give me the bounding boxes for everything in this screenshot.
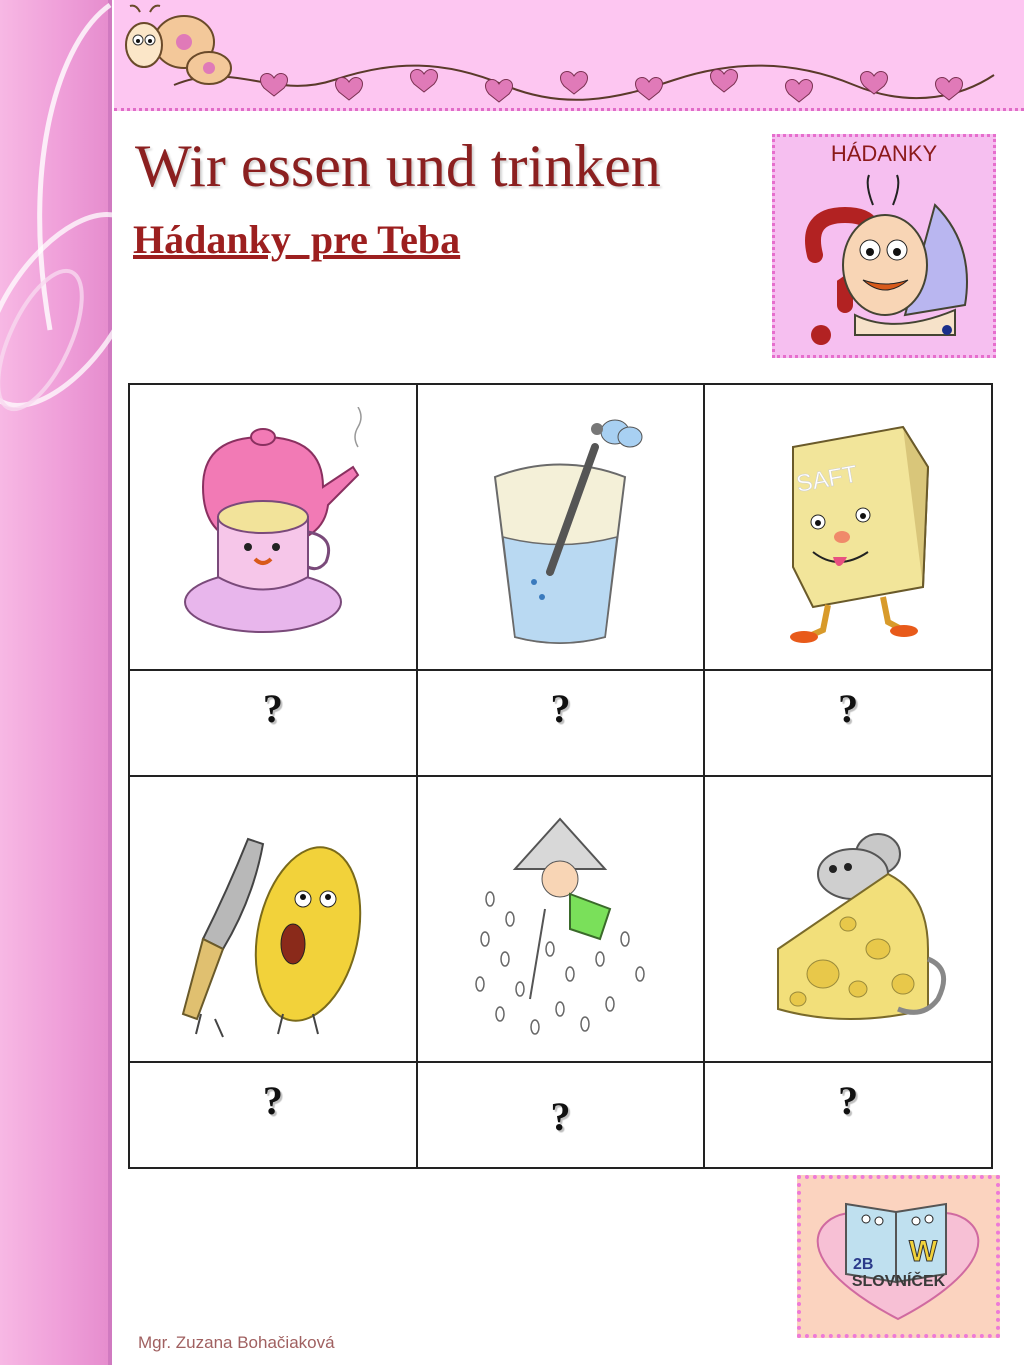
question-mark: ?: [838, 1078, 859, 1123]
question-mark: ?: [550, 1094, 571, 1139]
left-decorative-band: [0, 0, 112, 1365]
snail-question-mark-icon: [775, 165, 993, 355]
hadanky-badge: [772, 134, 996, 358]
answer-cell[interactable]: [417, 670, 705, 776]
top-banner: [114, 0, 1024, 111]
answer-cell[interactable]: [129, 670, 417, 776]
slovnicek-number: 2B: [853, 1256, 874, 1273]
riddle-cell: [129, 776, 417, 1062]
question-mark: ?: [262, 686, 283, 731]
answer-cell[interactable]: [704, 670, 992, 776]
answer-cell[interactable]: [704, 1062, 992, 1168]
slovnicek-badge-label: SLOVNÍČEK: [851, 1273, 946, 1290]
picture-row-1: [129, 384, 992, 670]
hadanky-badge-label: HÁDANKY: [830, 141, 938, 166]
slovnicek-letter: W: [909, 1235, 938, 1268]
teapot-cup-icon: [163, 407, 383, 647]
juice-box-icon: [738, 407, 958, 647]
rice-farmer-icon: [450, 799, 670, 1039]
slovnicek-badge: [797, 1175, 1000, 1338]
question-mark: ?: [262, 1078, 283, 1123]
cheese-mouse-icon: [738, 799, 958, 1039]
knife-bread-icon: [163, 799, 383, 1039]
answer-cell[interactable]: [417, 1062, 705, 1168]
riddle-cell: [704, 384, 992, 670]
page-subtitle: Hádanky pre Teba: [133, 217, 461, 262]
riddle-cell: [129, 384, 417, 670]
butterfly-hearts-vine-icon: [114, 0, 1024, 108]
riddle-cell: [704, 776, 992, 1062]
riddle-table: [128, 383, 993, 1169]
answer-row-1: [129, 670, 992, 776]
question-mark: ?: [550, 686, 571, 731]
answer-row-2: [129, 1062, 992, 1168]
riddle-cell: [417, 776, 705, 1062]
juice-box-text: SAFT: [794, 460, 860, 498]
question-mark: ?: [838, 686, 859, 731]
heart-book-icon: [801, 1179, 996, 1334]
water-glass-icon: [450, 407, 670, 647]
picture-row-2: [129, 776, 992, 1062]
author-credit: Mgr. Zuzana Bohačiaková: [138, 1333, 335, 1352]
page-title: Wir essen und trinken: [135, 133, 661, 199]
answer-cell[interactable]: [129, 1062, 417, 1168]
riddle-cell: [417, 384, 705, 670]
